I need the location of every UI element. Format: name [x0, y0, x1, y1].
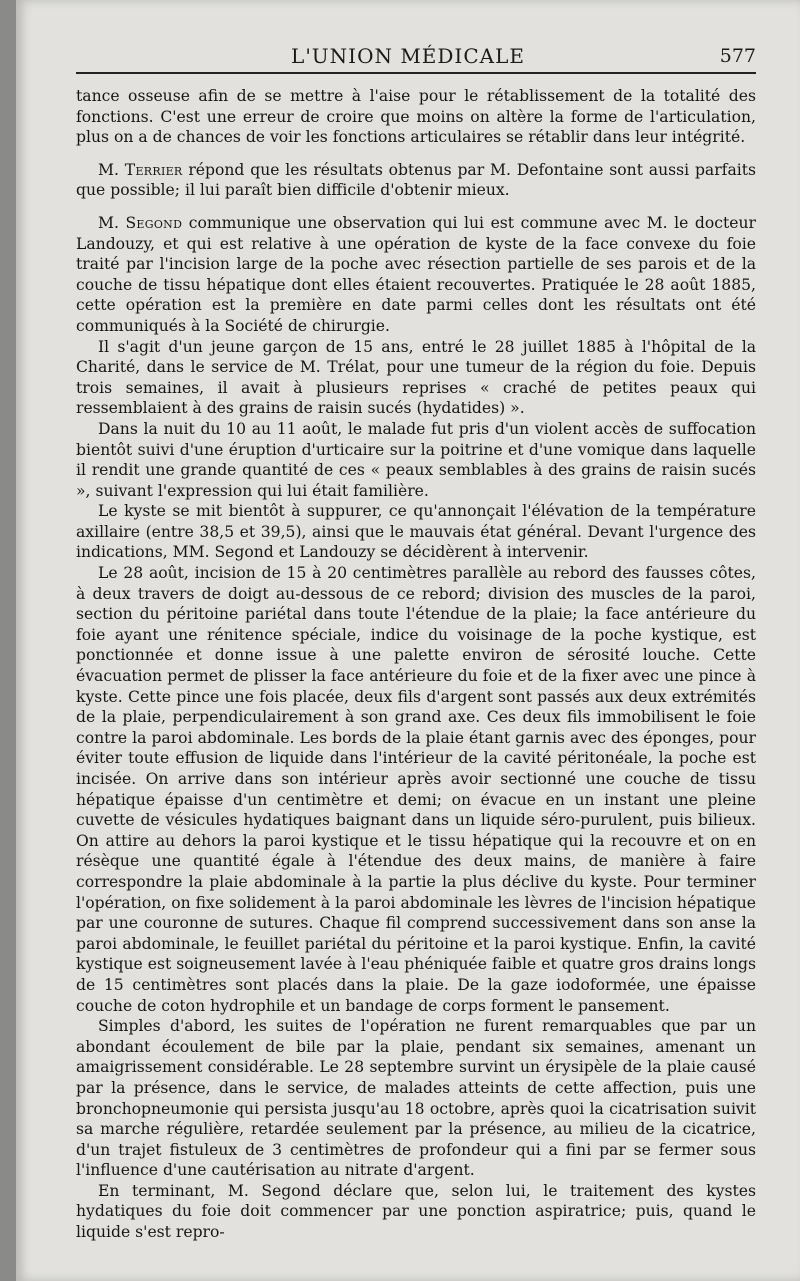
paragraph-text: répond que les résultats obtenus par M. Defontaine sont aussi parfaits que possible; il lui paraît bien difficile d'obtenir mieux.	[76, 160, 757, 200]
page-number: 577	[719, 45, 756, 67]
paragraph	[76, 563, 756, 1016]
paragraph-text: Simples d'abord, les suites de l'opération ne furent remarquables que par un abondant écoulement de bile par la plaie, pendant six semaines, amenant un amaigrissement considérable. Le 28 septembre survint un érysipèle de la plaie causé par la présence, dans le service, de malades atteints de cette affection, puis une bronchopneumonie qui persista jusqu'au 18 octobre, après quoi la cicatrisation suivit sa marche régulière, retardée seulement par la présence, au milieu de la cicatrice, d'un trajet fistuleux de 3 centimètres de profondeur qui a fini par se fermer sous l'influence d'une cautérisation au nitrate d'argent.	[76, 1017, 756, 1180]
paragraph	[76, 1181, 756, 1243]
paragraph-text: tance osseuse afin de se mettre à l'aise pour le rétablissement de la totalité des fonctions. C'est une erreur de croire que moins on altère la forme de l'articulation, plus on a de chances de voir les fonctions articulaires se rétablir dans leur intégrité.	[76, 87, 756, 147]
speaker-name: Segond	[125, 213, 183, 232]
paragraph-text: En terminant, M. Segond déclare que, selon lui, le traitement des kystes hydatiques du foie doit commencer par une ponction aspiratrice; puis, quand le liquide s'est repro-	[76, 1181, 756, 1242]
page-header	[16, 42, 800, 72]
paragraph	[76, 337, 756, 419]
paragraph	[76, 1016, 756, 1181]
title-prefix: M.	[98, 160, 125, 179]
paragraph	[76, 86, 756, 148]
journal-page	[16, 0, 800, 1281]
paragraph-text: Le kyste se mit bientôt à suppurer, ce qu'annonçait l'élévation de la température axillaire (entre 38,5 et 39,5), ainsi que le mauvais état général. Devant l'urgence des indications, MM. Segond et Landouzy se décidèrent à intervenir.	[76, 502, 756, 562]
speaker-name: Terrier	[124, 160, 183, 179]
article-body	[76, 86, 756, 1243]
paragraph-text: communique une observation qui lui est commune avec M. le docteur Landouzy, et qui est relative à une opération de kyste de la face convexe du foie traité par l'incision large de la poche avec résection partielle de ses parois et de la couche de tissu hépatique dont elles étaient recouvertes. Pratiquée le 28 août 1885, cette opération est la première en date parmi celles dont les résultats ont été communiqués à la Société de chirurgie.	[76, 213, 756, 335]
paragraph	[76, 160, 756, 201]
paragraph	[76, 419, 756, 501]
paragraph-text: Le 28 août, incision de 15 à 20 centimètres parallèle au rebord des fausses côtes, à deux travers de doigt au-dessous de ce rebord; division des muscles de la paroi, section du péritoine pariétal dans toute l'étendue de la plaie; la face antérieure du foie ayant une rénitence spéciale, indice du voisinage de la poche kystique, est ponctionnée et donne issue à une palette environ de sérosité louche. Cette évacuation permet de plisser la face antérieure du foie et de la fixer avec une pince à kyste. Cette pince une fois placée, deux fils d'argent sont passés aux deux extrémités de la plaie, perpendiculairement à son grand axe. Ces deux fils immobilisent le foie contre la paroi abdominale. Les bords de la plaie étant garnis avec des éponges, pour éviter toute effusion de liquide dans l'intérieur de la cavité péritonéale, la poche est incisée. On arrive dans son intérieur après avoir sectionné une couche de tissu hépatique épaisse d'un centimètre et demi; on évacue en un instant une pleine cuvette de vésicules hydatiques baignant dans un liquide séro-purulent, puis bilieux. On attire au dehors la paroi kystique et le tissu hépatique qui la recouvre et on en résèque une quantité égale à l'étendue des deux mains, de manière à faire correspondre la plaie abdominale à la partie la plus déclive du kyste. Pour terminer l'opération, on fixe solidement à la paroi abdominale les lèvres de l'incision hépatique par une couronne de sutures. Chaque fil comprend successivement dans son anse la paroi abdominale, le feuillet pariétal du péritoine et la paroi kystique. Enfin, la cavité kystique est soigneusement lavée à l'eau phéniquée faible et quatre gros drains longs de 15 centimètres sont placés dans la plaie. De la gaze iodoformée, une épaisse couche de coton hydrophile et un bandage de corps forment le pansement.	[76, 564, 756, 1015]
title-prefix: M.	[98, 213, 126, 232]
running-title: L'UNION MÉDICALE	[291, 44, 525, 68]
header-rule	[76, 72, 756, 74]
paragraph-text: Il s'agit d'un jeune garçon de 15 ans, entré le 28 juillet 1885 à l'hôpital de la Charité, dans le service de M. Trélat, pour une tumeur de la région du foie. Depuis trois semaines, il avait à plusieurs reprises « craché de petites peaux qui ressemblaient à des grains de raisin sucés (hydatides) ».	[76, 337, 756, 418]
paragraph-text: Dans la nuit du 10 au 11 août, le malade fut pris d'un violent accès de suffocation bientôt suivi d'une éruption d'urticaire sur la poitrine et d'une vomique dans laquelle il rendit une grande quantité de ces « peaux semblables à des grains de raisin sucés », suivant l'expression qui lui était familière.	[76, 419, 756, 500]
paragraph	[76, 213, 756, 337]
paragraph	[76, 501, 756, 563]
